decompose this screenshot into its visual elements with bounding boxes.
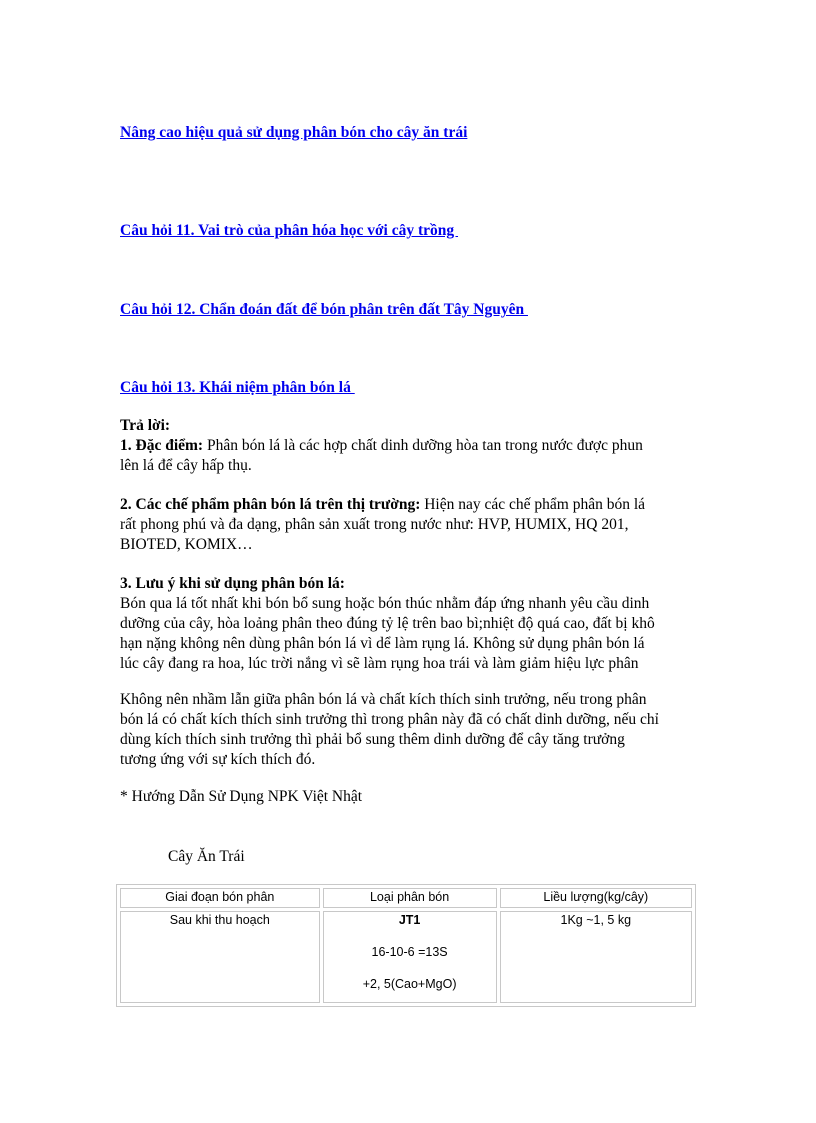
- point2-title: 2. Các chế phẩm phân bón lá trên thị trường:: [120, 496, 421, 513]
- header-dose: Liều lượng(kg/cây): [500, 888, 692, 908]
- product-name: JT1: [398, 913, 421, 927]
- link-question-12[interactable]: Câu hỏi 12. Chẩn đoán đất để bón phân trên đất Tây Nguyên: [120, 301, 528, 318]
- header-stage: Giai đoạn bón phân: [120, 888, 320, 908]
- product-formula-2: +2, 5(Cao+MgO): [362, 977, 457, 991]
- point1-line1: [120, 436, 695, 456]
- point1-title: 1. Đặc điểm:: [120, 437, 204, 454]
- product-formula-1: 16-10-6 =13S: [371, 945, 448, 959]
- point2-text: Hiện nay các chế phẩm phân bón lá: [420, 496, 646, 513]
- point1-line2: lên lá để cây hấp thụ.: [120, 457, 252, 474]
- link-question-11[interactable]: Câu hỏi 11. Vai trò của phân hóa học với cây trồng: [120, 222, 459, 239]
- point2-paragraph: [120, 495, 695, 555]
- note-paragraph: [120, 690, 695, 770]
- cell-dose: 1Kg ~1, 5 kg: [500, 911, 692, 1003]
- point2-line1: [120, 495, 695, 515]
- link-fruit-tree-fertilizer[interactable]: Nâng cao hiệu quả sử dụng phân bón cho cây ăn trái: [120, 124, 468, 141]
- point3-line1: Bón qua lá tốt nhất khi bón bổ sung hoặc bón thúc nhằm đáp ứng nhanh yêu cầu dinh: [120, 595, 650, 612]
- point2-line2: rất phong phú và đa dạng, phân sản xuất trong nước như: HVP, HUMIX, HQ 201,: [120, 516, 629, 533]
- answer-section: [120, 416, 695, 476]
- note-line2: bón lá có chất kích thích sinh trưởng thì trong phân này đã có chất dinh dưỡng, nếu chỉ: [120, 711, 659, 728]
- point2-line3: BIOTED, KOMIX…: [120, 536, 253, 553]
- point1-text: Phân bón lá là các hợp chất dinh dưỡng hòa tan trong nước được phun: [203, 437, 643, 454]
- cell-product: [323, 911, 497, 1003]
- table-caption: Cây Ăn Trái: [168, 848, 245, 865]
- point3-line4: lúc cây đang ra hoa, lúc trời nắng vì sẽ làm rụng hoa trái và làm giảm hiệu lực phân: [120, 655, 639, 672]
- note-line3: dùng kích thích sinh trưởng thì phải bổ sung thêm dinh dưỡng để cây tăng trưởng: [120, 731, 625, 748]
- table-header-row: [120, 888, 692, 908]
- point3-title: 3. Lưu ý khi sử dụng phân bón lá:: [120, 575, 345, 592]
- npk-usage-table: [116, 884, 696, 1007]
- note-line4: tương ứng với sự kích thích đó.: [120, 751, 316, 768]
- cell-stage: Sau khi thu hoạch: [120, 911, 320, 1003]
- point3-paragraph: [120, 574, 695, 674]
- point3-line3: hạn nặng không nên dùng phân bón lá vì dể làm rụng lá. Không sử dụng phân bón lá: [120, 635, 645, 652]
- header-product: Loại phân bón: [323, 888, 497, 908]
- point3-line2: dưỡng của cây, hòa loảng phân theo đúng tỷ lệ trên bao bì;nhiệt độ quá cao, đất bị khô: [120, 615, 655, 632]
- answer-heading: Trả lời:: [120, 417, 171, 434]
- table-row: [120, 911, 692, 1003]
- note-line1: Không nên nhầm lẫn giữa phân bón lá và chất kích thích sinh trưởng, nếu trong phân: [120, 691, 647, 708]
- link-question-13[interactable]: Câu hỏi 13. Khái niệm phân bón lá: [120, 379, 355, 396]
- npk-guide-title: * Hướng Dẫn Sử Dụng NPK Việt Nhật: [120, 788, 363, 805]
